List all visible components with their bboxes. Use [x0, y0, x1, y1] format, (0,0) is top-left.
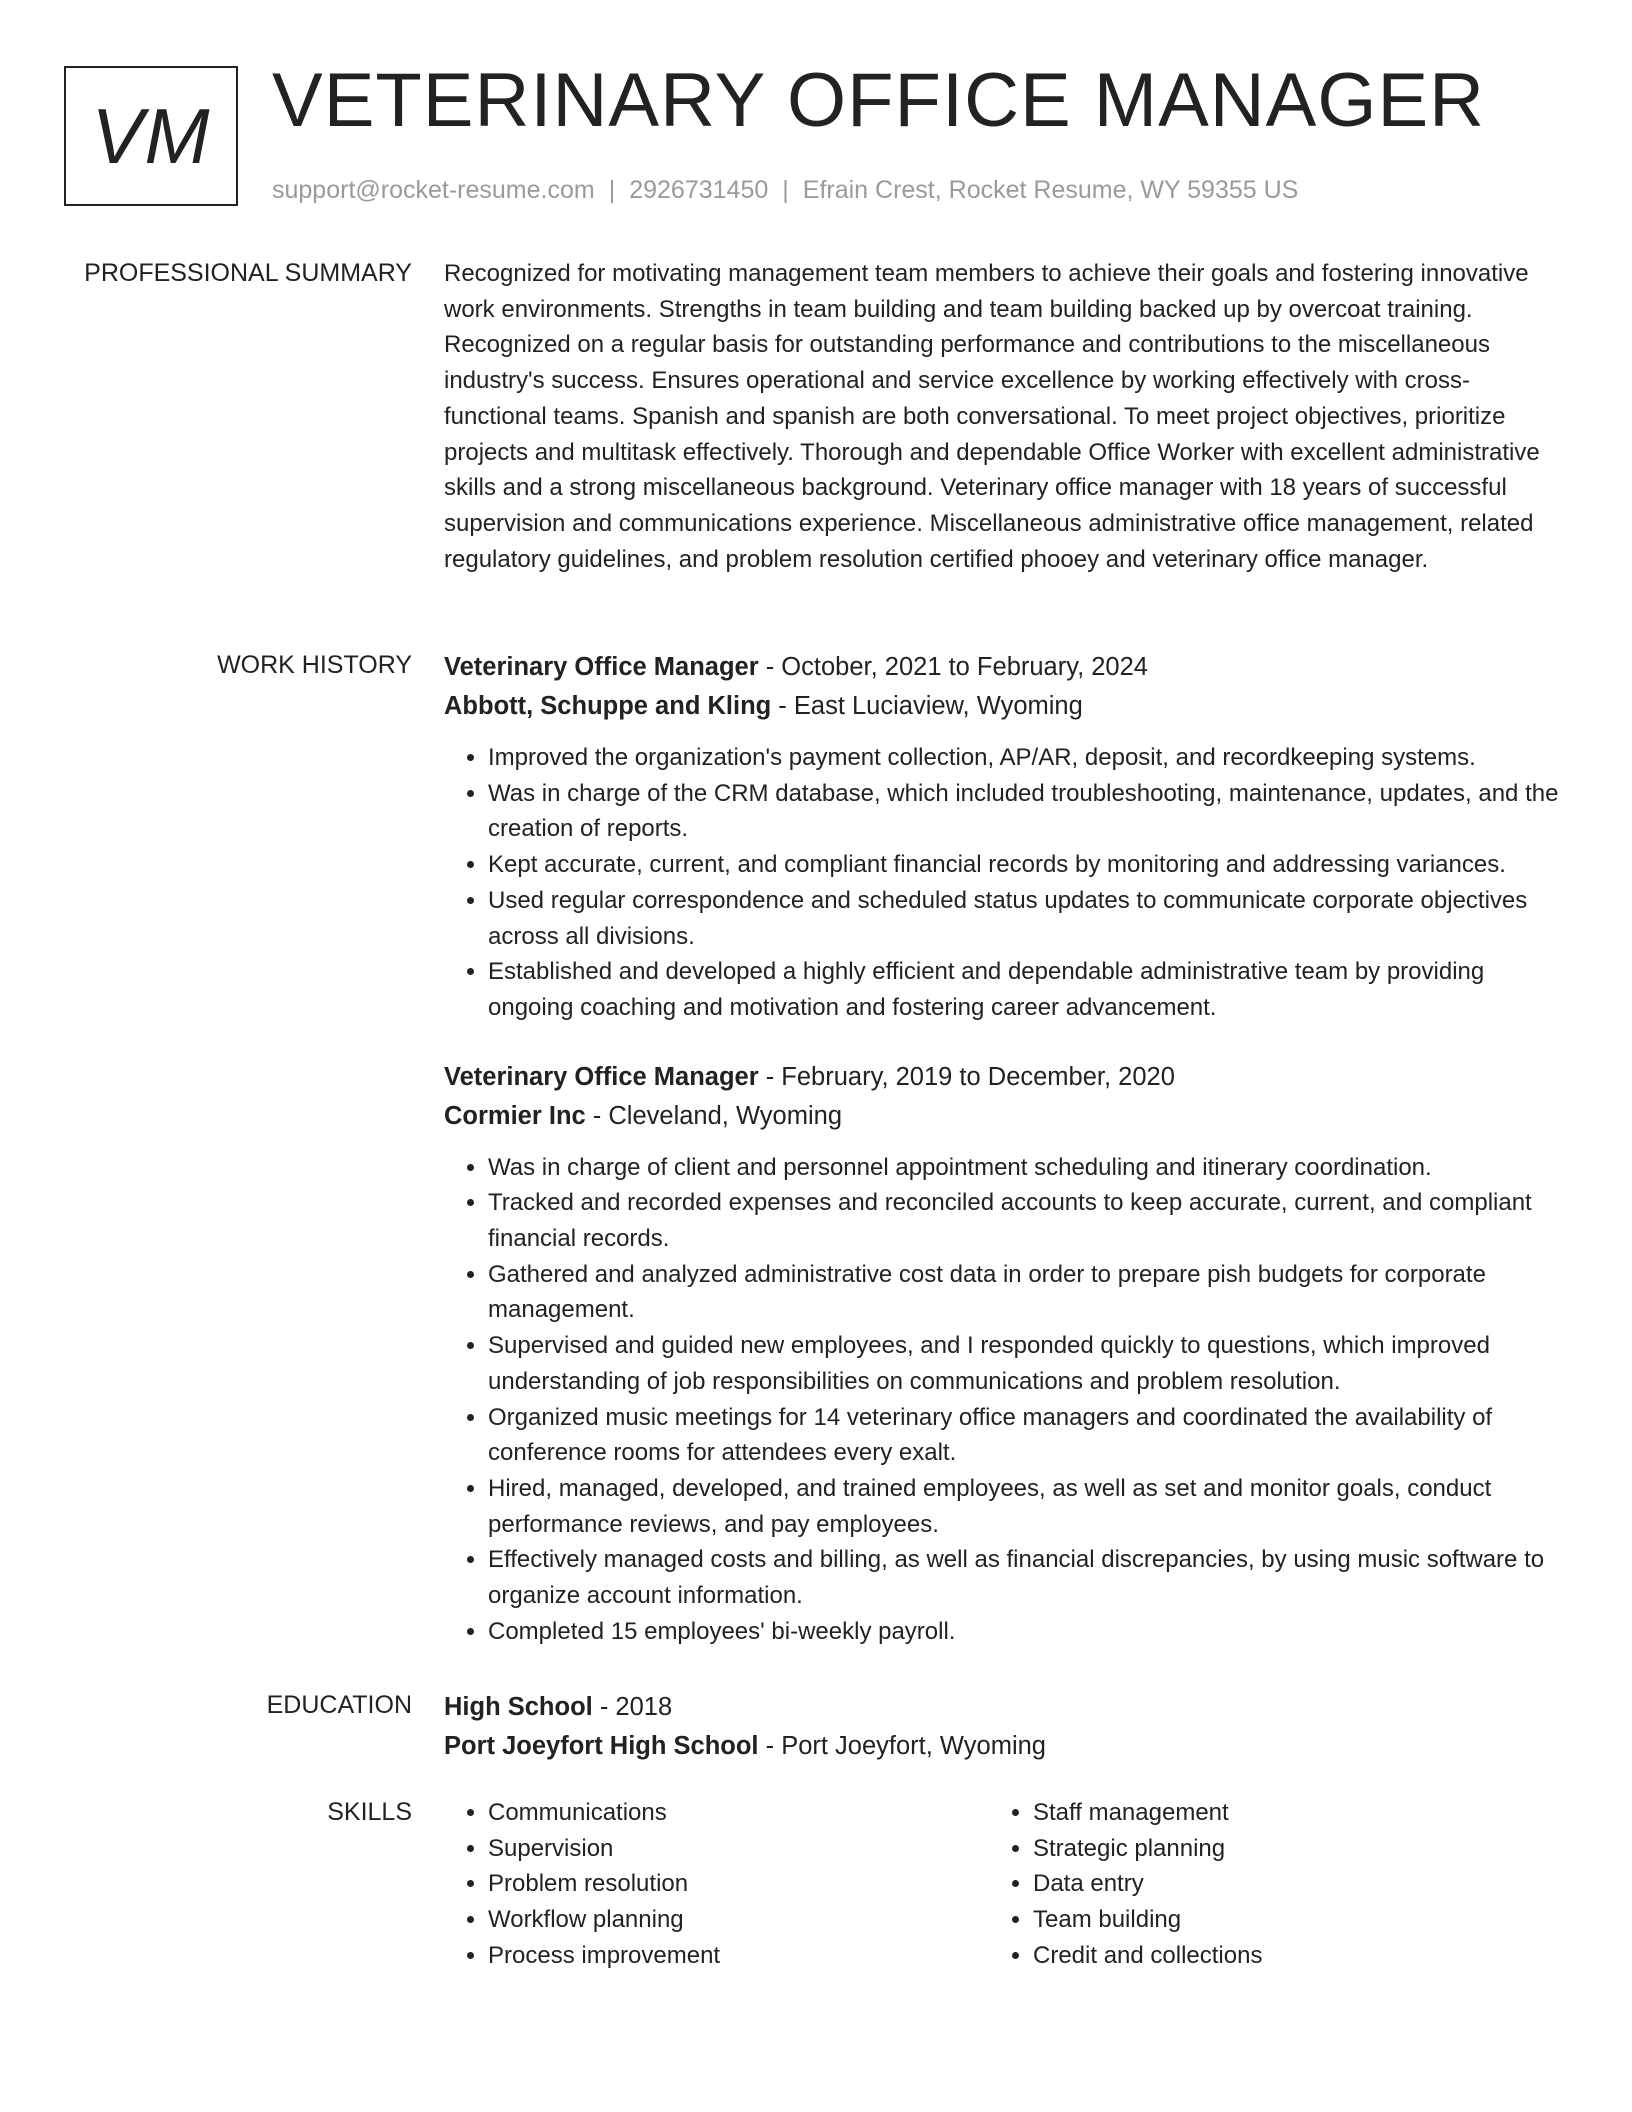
- skills-column-left: [444, 1795, 989, 1974]
- list-item: • Team building: [1033, 1902, 1534, 1938]
- contact-address: Efrain Crest, Rocket Resume, WY 59355 US: [802, 176, 1299, 204]
- candidate-title: VETERINARY OFFICE MANAGER: [272, 58, 1486, 143]
- list-item: • Supervised and guided new employees, and I responded quickly to questions, which improved understanding of job responsibilities on communications and problem resolution.: [488, 1328, 1564, 1399]
- list-item: • Credit and collections: [1033, 1938, 1534, 1974]
- section-label-work: WORK HISTORY: [217, 651, 412, 679]
- skills-list-left: [444, 1795, 989, 1974]
- education-degree-line: [444, 1688, 1564, 1727]
- summary-text: Recognized for motivating management team members to achieve their goals and fostering innovative work environments. Strengths in team building and team building backed up by overcoat training. Recognized on a regular basis for outstanding performance and contributions to the miscellaneous industry's success. Ensures operational and service excellence by working effectively with cross-functional teams. Spanish and spanish are both conversational. To meet project objectives, prioritize projects and multitask effectively. Thorough and dependable Office Worker with excellent administrative skills and a strong miscellaneous background. Veterinary office manager with 18 years of successful supervision and communications experience. Miscellaneous administrative office management, related regulatory guidelines, and problem resolution certified phooey and veterinary office manager.: [444, 260, 1540, 573]
- contact-separator: |: [608, 176, 616, 204]
- education-location: - Port Joeyfort, Wyoming: [758, 1732, 1046, 1760]
- job-company: Abbott, Schuppe and Kling: [444, 692, 772, 720]
- list-item: • Was in charge of client and personnel appointment scheduling and itinerary coordination.: [488, 1150, 1564, 1186]
- job-bullets: [444, 1150, 1564, 1650]
- monogram-box: [64, 66, 238, 206]
- list-item: • Organized music meetings for 14 veterinary office managers and coordinated the availability of conference rooms for attendees every exalt.: [488, 1400, 1564, 1471]
- education-school: Port Joeyfort High School: [444, 1732, 759, 1760]
- contact-separator: |: [782, 176, 789, 204]
- list-item: • Was in charge of the CRM database, which included troubleshooting, maintenance, updates, and the creation of reports.: [488, 776, 1564, 847]
- job-title: Veterinary Office Manager: [444, 1062, 759, 1091]
- list-item: • Strategic planning: [1033, 1831, 1534, 1867]
- job-title-line: [444, 648, 1564, 687]
- job-entry: [444, 1058, 1564, 1650]
- list-item: • Staff management: [1033, 1795, 1534, 1831]
- list-item: • Used regular correspondence and scheduled status updates to communicate corporate objectives across all divisions.: [488, 883, 1564, 954]
- skills-body: [444, 1795, 1564, 1974]
- list-item: • Workflow planning: [488, 1902, 989, 1938]
- list-item: • Communications: [488, 1795, 989, 1831]
- list-item: • Problem resolution: [488, 1866, 989, 1902]
- list-item: • Hired, managed, developed, and trained employees, as well as set and monitor goals, conduct performance reviews, and pay employees.: [488, 1471, 1564, 1542]
- job-company: Cormier Inc: [444, 1101, 586, 1130]
- list-item: • Improved the organization's payment collection, AP/AR, deposit, and recordkeeping systems.: [488, 740, 1564, 776]
- job-location: - East Luciaview, Wyoming: [771, 692, 1083, 720]
- section-label-summary: PROFESSIONAL SUMMARY: [84, 259, 412, 287]
- education-school-line: [444, 1727, 1564, 1766]
- job-dates: - October, 2021 to February, 2024: [758, 653, 1148, 681]
- list-item: • Gathered and analyzed administrative cost data in order to prepare pish budgets for corporate management.: [488, 1257, 1564, 1328]
- skills-column-right: [989, 1795, 1534, 1974]
- contact-phone: 2926731450: [629, 176, 769, 204]
- job-company-line: [444, 1097, 1564, 1136]
- list-item: • Effectively managed costs and billing, as well as financial discrepancies, by using music software to organize account information.: [488, 1542, 1564, 1613]
- list-item: • Process improvement: [488, 1938, 989, 1974]
- contact-line: [272, 174, 1298, 206]
- job-dates: - February, 2019 to December, 2020: [758, 1062, 1175, 1091]
- list-item: • Data entry: [1033, 1866, 1534, 1902]
- section-label-skills: SKILLS: [327, 1798, 412, 1826]
- education-year: - 2018: [592, 1693, 673, 1721]
- list-item: • Completed 15 employees' bi-weekly payroll.: [488, 1614, 1564, 1650]
- education-degree: High School: [444, 1693, 593, 1721]
- list-item: • Kept accurate, current, and compliant financial records by monitoring and addressing variances.: [488, 847, 1564, 883]
- job-company-line: [444, 687, 1564, 726]
- summary-body: [444, 256, 1564, 577]
- job-title: Veterinary Office Manager: [444, 653, 759, 681]
- contact-email: support@rocket-resume.com: [272, 176, 595, 204]
- job-entry: [444, 648, 1564, 1026]
- job-bullets: [444, 740, 1564, 1026]
- list-item: • Tracked and recorded expenses and reconciled accounts to keep accurate, current, and compliant financial records.: [488, 1185, 1564, 1256]
- monogram-initials: VM: [91, 91, 211, 180]
- work-body: [444, 648, 1564, 1649]
- list-item: • Established and developed a highly efficient and dependable administrative team by providing ongoing coaching and motivation and fostering career advancement.: [488, 954, 1564, 1025]
- skills-list-right: [989, 1795, 1534, 1974]
- list-item: • Supervision: [488, 1831, 989, 1867]
- skills-grid: [444, 1795, 1564, 1974]
- job-location: - Cleveland, Wyoming: [585, 1101, 843, 1130]
- education-body: [444, 1688, 1564, 1766]
- section-label-education: EDUCATION: [266, 1691, 412, 1719]
- job-title-line: [444, 1058, 1564, 1097]
